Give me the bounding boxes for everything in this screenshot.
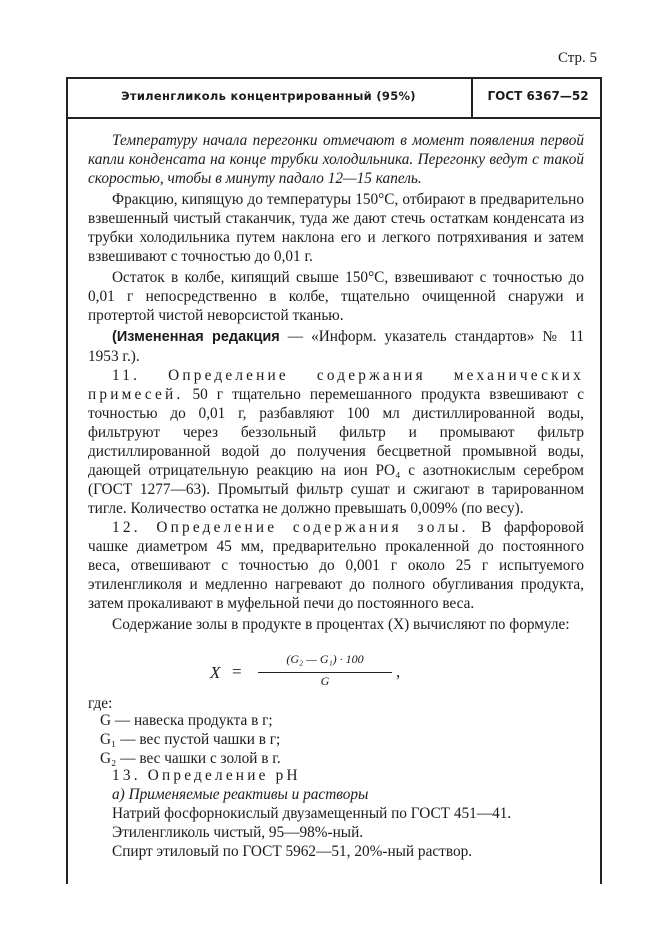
revision-source: — «Информ. указатель стандартов» № 11 1953 г.). bbox=[88, 328, 584, 365]
section-11-heading: 11. Определение содержания механических примесей. bbox=[88, 367, 584, 403]
legend-item-g2: G₂ — вес чашки с золой в г. bbox=[100, 750, 281, 767]
legend-item-g: G — навеска продукта в г; bbox=[100, 712, 273, 729]
frame-left-rule bbox=[66, 77, 68, 884]
section-13-subheading: а) Применяемые реактивы и растворы bbox=[112, 786, 369, 803]
formula-denominator: G bbox=[320, 674, 330, 688]
formula-equals: = bbox=[232, 662, 242, 681]
header-top-rule bbox=[66, 77, 602, 79]
section-11-text: 50 г тщательно перемешанного продукта взвешивают с точностью до 0,01 г, разбавляют 100 мл дистиллированной воды, фильтруют через беззольный фильтр и промывают фильтр дистиллированной водой до получения бесцветной промывной воды, дающей отрицательную реакцию на ион PO₄ с азотнокислым серебром (ГОСТ 1277—63). Промытый фильтр сушат и сжигают в тарированном тигле. Количество остатка не должно превышать 0,009% (по весу). bbox=[88, 386, 584, 517]
revision-label: (Измененная редакция bbox=[112, 329, 280, 345]
formula-fraction-bar bbox=[258, 672, 392, 673]
page-number: Стр. 5 bbox=[557, 50, 597, 66]
legend-item-g1: G₁ — вес пустой чашки в г; bbox=[100, 731, 281, 748]
paragraph-mechanical-impurities bbox=[88, 366, 584, 518]
reagent-ethyl-alcohol: Спирт этиловый по ГОСТ 5962—51, 20%-ный раствор. bbox=[112, 843, 473, 860]
section-12-text: В фарфоровой чашке диаметром 45 мм, предварительно прокаленной до постоянного веса, отвешивают с точностью до 0,001 г около 25 г испытуемого этиленгликоля и медленно нагревают до полного обугливания продукта, затем прокаливают в муфельной печи до постоянного веса. bbox=[88, 519, 584, 612]
paragraph-residue: Остаток в колбе, кипящий свыше 150°С, взвешивают с точностью до 0,01 г непосредственно в колбе, тщательно очищенной снаружи и протертой чистой неворсистой тканью. bbox=[88, 269, 584, 324]
section-13 bbox=[88, 766, 584, 861]
paragraph-formula-intro: Содержание золы в продукте в процентах (X) вычисляют по формуле: bbox=[112, 616, 570, 633]
paragraph-fraction: Фракцию, кипящую до температуры 150°С, отбирают в предварительно взвешенный чистый стаканчик, туда же дают стечь остаткам конденсата из трубки холодильника путем наклона его и легкого потряхивания и затем взвешивают с точностью до 0,01 г. bbox=[88, 191, 584, 265]
section-13-heading: 13. Определение pH bbox=[112, 767, 301, 784]
legend-list bbox=[100, 711, 281, 768]
formula-comma: , bbox=[396, 662, 401, 681]
header-title: Этиленгликоль концентрированный (95%) bbox=[121, 89, 416, 103]
reagent-ethylene-glycol: Этиленгликоль чистый, 95—98%-ный. bbox=[112, 824, 364, 841]
paragraph-ash-content bbox=[88, 518, 584, 613]
paragraph-revision-note bbox=[88, 327, 584, 366]
formula-lhs: X bbox=[210, 663, 221, 682]
where-label: где: bbox=[88, 695, 113, 712]
header-divider bbox=[471, 77, 473, 118]
reagent-sodium-phosphate: Натрий фосфорнокислый двузамещенный по ГОСТ 451—41. bbox=[112, 805, 512, 822]
ash-formula bbox=[210, 652, 470, 694]
frame-right-rule bbox=[600, 77, 602, 884]
section-12-heading: 12. Определение содержания золы. bbox=[112, 519, 469, 536]
main-text bbox=[88, 131, 584, 634]
header-standard-code: ГОСТ 6367—52 bbox=[487, 89, 589, 103]
formula-numerator: (G₂ — G₁) · 100 bbox=[286, 652, 364, 666]
paragraph-distillation-start: Температуру начала перегонки отмечают в момент появления первой капли конденсата на конце трубки холодильника. Перегонку ведут с такой скоростью, чтобы в минуту падало 12—15 капель. bbox=[88, 132, 584, 187]
header-bottom-rule bbox=[66, 117, 602, 119]
